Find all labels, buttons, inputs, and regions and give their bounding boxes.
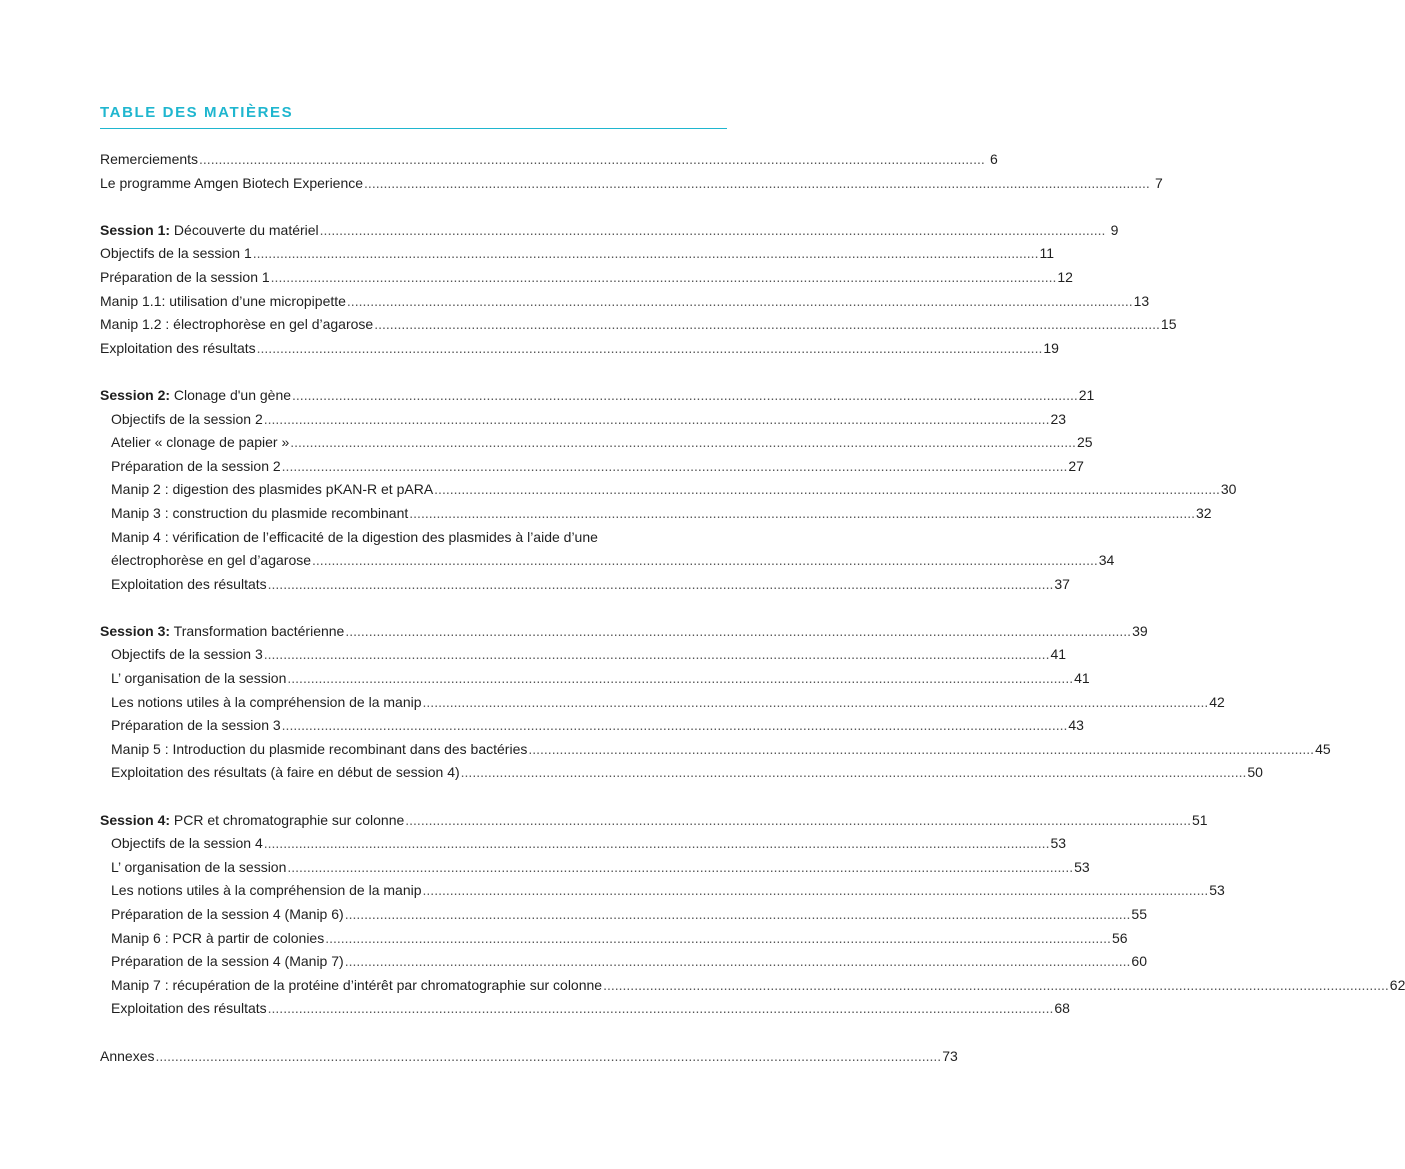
toc-entry-label: Manip 6 : PCR à partir de colonies [111,929,325,946]
toc-entry[interactable] [100,714,1084,738]
toc-entry-page: 68 [1054,1000,1070,1017]
dot-leader [320,219,1106,243]
dot-leader [345,903,1131,927]
toc-entry-label: Le programme Amgen Biotech Experience [100,174,364,191]
dot-leader [345,950,1131,974]
toc-entry-page: 9 [1110,221,1119,238]
dot-leader [264,832,1050,856]
toc-entry[interactable] [100,478,1237,502]
toc-entry-page: 62 [1389,976,1405,993]
toc-entry[interactable] [100,643,1067,667]
toc-entry-page: 41 [1074,670,1090,687]
toc-entry[interactable] [100,856,1090,880]
toc-entry[interactable] [100,738,1331,762]
toc-entry[interactable] [100,573,1070,597]
toc-entry-page: 13 [1133,292,1150,309]
toc-entry-page: 43 [1068,717,1084,734]
toc-entry-page: 39 [1132,622,1148,639]
toc-entry[interactable] [100,832,1067,856]
dot-leader [268,997,1054,1021]
toc-entry-label: Manip 5 : Introduction du plasmide recombinant dans des bactéries [111,740,528,757]
session-title: PCR et chromatographie sur colonne [170,811,405,828]
toc-entry-label [100,384,291,408]
toc-entry-label-continued: électrophorèse en gel d’agarose [111,552,312,569]
dot-leader [290,431,1076,455]
dot-leader [528,738,1314,762]
dot-leader [282,455,1068,479]
session-label: Session 1: [100,221,171,238]
toc-entry-page: 34 [1098,552,1115,569]
toc-entry-label [100,219,319,243]
dot-leader [347,290,1133,314]
toc-entry-label: L’ organisation de la session [111,858,287,875]
toc-entry-page: 23 [1050,410,1067,427]
toc-entry-programme[interactable] [100,172,1163,196]
toc-entry-label: Manip 7 : récupération de la protéine d’intérêt par chromatographie sur colonne [111,976,603,993]
toc-entry-page: 12 [1057,268,1073,285]
dot-leader [409,502,1195,526]
toc-entry-session-2[interactable] [100,384,1095,408]
toc-entry[interactable] [100,431,1093,455]
toc-entry-page: 19 [1043,339,1059,356]
toc-entry[interactable] [100,290,1150,314]
toc-entry-page: 51 [1191,811,1208,828]
toc-entry-page: 32 [1196,504,1212,521]
dot-leader [292,384,1078,408]
dot-leader [461,761,1247,785]
toc-entry-page: 25 [1076,434,1093,451]
toc-entry-session-4[interactable] [100,809,1208,833]
toc-entry[interactable] [100,950,1147,974]
toc-entry[interactable] [100,903,1147,927]
toc-entry-page: 7 [1154,174,1163,191]
toc-entry-page: 27 [1068,457,1084,474]
toc-entry[interactable] [100,408,1067,432]
toc-entry-page: 55 [1131,906,1147,922]
toc-entry-page: 30 [1220,481,1237,498]
toc-entry[interactable] [100,266,1073,290]
dot-leader [264,643,1050,667]
toc-entry-page: 11 [1039,245,1055,262]
toc-entry-page: 41 [1050,646,1067,663]
dot-leader [434,478,1220,502]
dot-leader [405,809,1191,833]
dot-leader [268,573,1054,597]
toc-entry-page: 37 [1054,575,1070,592]
toc-entry-label: Préparation de la session 3 [111,717,281,734]
toc-entry[interactable] [100,313,1177,337]
toc-entry-session-3[interactable] [100,620,1148,644]
session-title: Clonage d'un gène [170,386,292,403]
toc-entry-label: Exploitation des résultats (à faire en début de session 4) [111,764,460,781]
dot-leader [287,667,1073,691]
toc-entry-page: 15 [1160,316,1177,333]
toc-entry-page: 42 [1209,693,1225,710]
toc-entry-label: Manip 2 : digestion des plasmides pKAN-R et pARA [111,481,434,498]
toc-entry-label: Exploitation des résultats [111,1000,267,1017]
toc-entry-annexes[interactable] [100,1045,958,1069]
toc-entry-page: 45 [1315,740,1331,757]
title-divider [100,128,727,129]
dot-leader [364,172,1150,196]
toc-entry-label: Objectifs de la session 3 [111,646,263,663]
toc-entry[interactable] [100,455,1084,479]
toc-entry-label: Manip 1.1: utilisation d’une micropipette [100,292,346,309]
toc-entry-label [100,620,344,644]
dot-leader [603,974,1389,998]
toc-entry[interactable] [100,974,1405,998]
toc-entry[interactable] [100,337,1059,361]
dot-leader [264,408,1050,432]
toc-entry[interactable] [100,502,1212,526]
toc-entry[interactable] [100,691,1225,715]
toc-entry[interactable] [100,997,1070,1021]
dot-leader [423,879,1209,903]
toc-entry-session-1[interactable] [100,219,1119,243]
session-label: Session 2: [100,386,171,403]
dot-leader [423,691,1209,715]
toc-entry-label: Préparation de la session 4 (Manip 7) [111,953,344,970]
toc-entry[interactable] [100,761,1263,785]
dot-leader [155,1045,941,1069]
dot-leader [325,927,1111,951]
dot-leader [257,337,1043,361]
dot-leader [374,313,1160,337]
toc-entry-page: 6 [989,151,998,167]
dot-leader [312,549,1098,573]
table-of-contents [100,148,1405,1068]
toc-entry-label [100,809,404,833]
toc-entry-label: Exploitation des résultats [100,339,256,356]
toc-entry-label: Exploitation des résultats [111,575,267,592]
toc-entry-page: 53 [1050,835,1067,852]
dot-leader [199,148,985,172]
toc-entry-label: Objectifs de la session 4 [111,835,263,852]
dot-leader [253,242,1039,266]
toc-entry-label: Manip 1.2 : électrophorèse en gel d’agarose [100,316,374,333]
toc-entry-label: L’ organisation de la session [111,670,287,687]
session-title: Transformation bactérienne [170,622,345,639]
toc-entry-label: Objectifs de la session 1 [100,245,252,262]
toc-entry-label: Préparation de la session 4 (Manip 6) [111,906,344,922]
toc-entry-continuation [111,549,1115,573]
toc-entry-label: Les notions utiles à la compréhension de la manip [111,693,422,710]
toc-entry-remerciements[interactable] [100,148,998,172]
toc-entry-page: 53 [1074,858,1090,875]
toc-entry-page: 53 [1209,882,1225,899]
dot-leader [271,266,1057,290]
toc-entry-label: Manip 3 : construction du plasmide recombinant [111,504,409,521]
toc-title: TABLE DES MATIÈRES [100,104,294,121]
toc-entry-label: Les notions utiles à la compréhension de la manip [111,882,422,899]
toc-entry[interactable] [100,927,1128,951]
toc-entry-page: 50 [1247,764,1263,781]
toc-entry-label: Remerciements [100,151,199,167]
toc-entry-page: 60 [1131,953,1147,970]
session-label: Session 4: [100,811,171,828]
toc-entry-label: Préparation de la session 1 [100,268,270,285]
session-label: Session 3: [100,622,171,639]
dot-leader [345,620,1131,644]
toc-entry[interactable] [100,879,1225,903]
dot-leader [282,714,1068,738]
toc-entry-label: Préparation de la session 2 [111,457,281,474]
toc-entry-multiline[interactable] [100,526,1115,573]
toc-entry[interactable] [100,242,1055,266]
session-title: Découverte du matériel [170,221,319,238]
dot-leader [287,856,1073,880]
toc-entry-page: 73 [942,1047,958,1064]
toc-entry-page: 21 [1078,386,1095,403]
toc-entry-label: Manip 4 : vérification de l’efficacité de la digestion des plasmides à l’aide d’une [111,528,598,545]
toc-entry[interactable] [100,667,1090,691]
toc-entry-label: Objectifs de la session 2 [111,410,263,427]
toc-entry-label: Atelier « clonage de papier » [111,434,290,451]
toc-entry-label: Annexes [100,1047,155,1064]
toc-entry-page: 56 [1111,929,1128,946]
